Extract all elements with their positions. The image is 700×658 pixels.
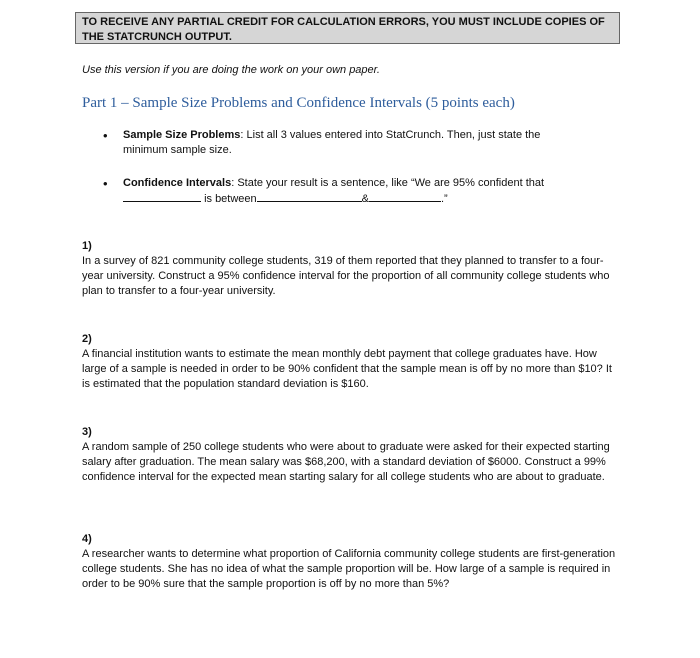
- use-version-note: Use this version if you are doing the work on your own paper.: [82, 64, 380, 76]
- problem-text: A researcher wants to determine what proportion of California community college students are first-generation college students. She has no idea of what the sample proportion will be. How large of a sample is required in order to be 90% sure that the sample proportion is off by no more than 5%?: [82, 548, 616, 590]
- problem-1: [82, 239, 617, 299]
- bullet-content: [123, 128, 583, 158]
- bullet-text: : List all 3 values entered into StatCrunch. Then, just state the minimum sample size.: [123, 129, 541, 156]
- fill-in-blank: [257, 191, 362, 202]
- problem-number: 4): [82, 533, 92, 545]
- closing-quote-text: .”: [441, 193, 448, 205]
- problem-text: In a survey of 821 community college students, 319 of them reported that they planned to transfer to a four-year university. Construct a 95% confidence interval for the proportion of all community college students who plan to transfer to a four-year university.: [82, 255, 610, 297]
- bullet-dot-icon: •: [103, 128, 108, 143]
- problem-4: [82, 532, 617, 592]
- problem-2: [82, 332, 617, 392]
- bullet-label: Confidence Intervals: [123, 177, 232, 189]
- problem-text: A random sample of 250 college students who were about to graduate were asked for their expected starting salary after graduation. The mean salary was $68,200, with a standard deviation of $6000. Construct a 99% confidence interval for the expected mean starting salary for all college students who are about to graduate.: [82, 441, 610, 483]
- problem-number: 1): [82, 240, 92, 252]
- problem-number: 2): [82, 333, 92, 345]
- bullet-content: [123, 176, 583, 207]
- problem-number: 3): [82, 426, 92, 438]
- bullet-label: Sample Size Problems: [123, 129, 241, 141]
- ampersand-text: &: [361, 193, 369, 205]
- bullet-dot-icon: •: [103, 176, 108, 191]
- part-1-heading: Part 1 – Sample Size Problems and Confidence Intervals (5 points each): [82, 95, 515, 111]
- problem-text: A financial institution wants to estimate the mean monthly debt payment that college graduates have. How large of a sample is needed in order to be 90% confident that the sample mean is off by no more than $10? It is estimated that the population standard deviation is $160.: [82, 348, 612, 390]
- fill-in-blank: [123, 191, 201, 202]
- problem-3: [82, 425, 617, 485]
- fill-in-blank: [369, 191, 441, 202]
- statcrunch-notice-box: TO RECEIVE ANY PARTIAL CREDIT FOR CALCULATION ERRORS, YOU MUST INCLUDE COPIES OF THE STATCRUNCH OUTPUT.: [75, 12, 620, 44]
- between-text: is between: [204, 193, 257, 205]
- bullet-text: : State your result is a sentence, like “We are 95% confident that: [231, 177, 545, 189]
